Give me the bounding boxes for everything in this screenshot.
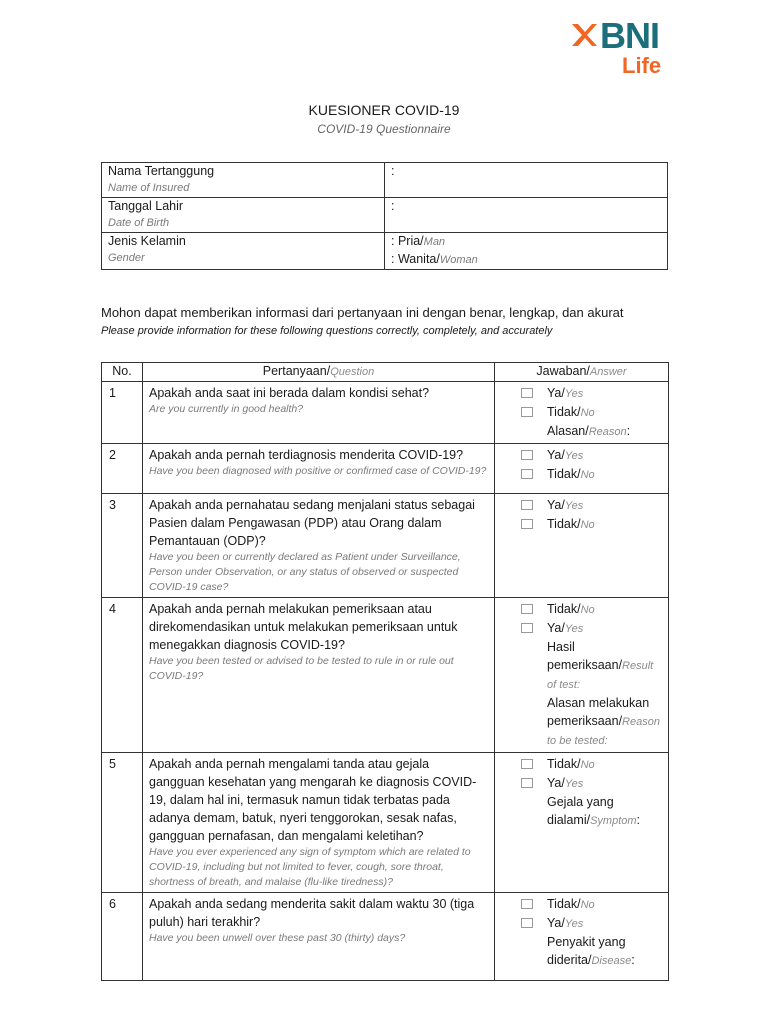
answer-option[interactable]: Tidak/No (519, 465, 662, 484)
logo-brand: BNI (600, 15, 659, 56)
checkbox[interactable] (521, 407, 533, 417)
question-row-2 (102, 444, 669, 494)
gender-label: Jenis Kelamin (108, 234, 186, 248)
question-number: 5 (102, 753, 143, 893)
answer-option[interactable]: Ya/Yes (519, 619, 662, 638)
checkbox[interactable] (521, 469, 533, 479)
question-text-en: Have you been or currently declared as Patient under Surveillance, Person under Observation, or any status of observed or suspected COVID-19 case? (149, 551, 461, 593)
question-number: 1 (102, 382, 143, 444)
gender-option-woman[interactable]: : Wanita/Woman (391, 252, 478, 266)
table-header (102, 363, 669, 382)
gender-label-en: Gender (108, 252, 145, 264)
info-row-dob (102, 198, 668, 233)
checkbox[interactable] (521, 918, 533, 928)
question-text: Apakah anda pernah mengalami tanda atau gejala gangguan kesehatan yang mengarah ke diagnosis COVID-19, dalam hal ini, termasuk namun tidak terbatas pada adanya demam, batuk, nyeri tenggorokan, sesak nafas, gangguan pernafasan, dan mengalami keletihan? (149, 757, 477, 843)
question-row-3 (102, 494, 669, 598)
header-answer: Jawaban/Answer (495, 363, 669, 382)
question-text: Apakah anda saat ini berada dalam kondisi sehat? (149, 386, 430, 400)
question-row-1 (102, 382, 669, 444)
answer-option[interactable]: Ya/Yes (519, 446, 662, 465)
answer-option[interactable]: Tidak/No (519, 600, 662, 619)
answer-option[interactable]: Ya/Yes (519, 914, 662, 933)
question-text-en: Have you been diagnosed with positive or confirmed case of COVID-19? (149, 465, 487, 477)
answer-reason-field[interactable]: Alasan/Reason: (547, 424, 631, 438)
question-row-4 (102, 598, 669, 753)
answer-option[interactable]: Tidak/No (519, 755, 662, 774)
checkbox[interactable] (521, 604, 533, 614)
answer-option[interactable]: Tidak/No (519, 403, 662, 422)
checkbox[interactable] (521, 623, 533, 633)
question-number: 4 (102, 598, 143, 753)
checkbox[interactable] (521, 388, 533, 398)
checkbox[interactable] (521, 778, 533, 788)
question-number: 6 (102, 893, 143, 981)
checkbox[interactable] (521, 500, 533, 510)
answer-option[interactable]: Tidak/No (519, 895, 662, 914)
questionnaire-table (101, 362, 669, 981)
answer-result-field[interactable]: Hasil pemeriksaan/Result of test: (547, 640, 654, 691)
dob-field[interactable]: : (385, 198, 668, 233)
info-row-name (102, 163, 668, 198)
answer-option[interactable]: Ya/Yes (519, 496, 662, 515)
question-text-en: Have you been tested or advised to be tested to rule in or rule out COVID-19? (149, 655, 454, 682)
question-number: 3 (102, 494, 143, 598)
question-text: Apakah anda pernahatau sedang menjalani status sebagai Pasien dalam Pengawasan (PDP) atau Orang dalam Pemantauan (ODP)? (149, 498, 475, 548)
page-title: KUESIONER COVID-19 (308, 102, 460, 118)
intro-text: Mohon dapat memberikan informasi dari pertanyaan ini dengan benar, lengkap, dan akurat (101, 305, 624, 320)
insured-info-table (101, 162, 668, 270)
question-number: 2 (102, 444, 143, 494)
name-label: Nama Tertanggung (108, 164, 215, 178)
question-text: Apakah anda sedang menderita sakit dalam waktu 30 (tiga puluh) hari terakhir? (149, 897, 475, 929)
dob-label: Tanggal Lahir (108, 199, 184, 213)
info-row-gender (102, 233, 668, 270)
question-row-5 (102, 753, 669, 893)
answer-option[interactable]: Ya/Yes (519, 384, 662, 403)
answer-option[interactable]: Tidak/No (519, 515, 662, 534)
question-row-6 (102, 893, 669, 981)
question-text-en: Have you been unwell over these past 30 (thirty) days? (149, 932, 406, 944)
gender-option-man[interactable]: : Pria/Man (391, 234, 446, 248)
checkbox[interactable] (521, 759, 533, 769)
question-text: Apakah anda pernah terdiagnosis menderita COVID-19? (149, 448, 464, 462)
question-text-en: Are you currently in good health? (149, 403, 304, 415)
answer-disease-field[interactable]: Penyakit yang diderita/Disease: (547, 935, 635, 967)
intro-text-en: Please provide information for these following questions correctly, completely, and accurately (101, 325, 553, 337)
question-text: Apakah anda pernah melakukan pemeriksaan atau direkomendasikan untuk melakukan pemeriksaan untuk menegakkan diagnosis COVID-19? (149, 602, 458, 652)
header-question: Pertanyaan/Question (143, 363, 495, 382)
answer-test-reason-field[interactable]: Alasan melakukan pemeriksaan/Reason to be tested: (547, 696, 660, 747)
header-no: No. (102, 363, 143, 382)
page-subtitle: COVID-19 Questionnaire (317, 122, 451, 136)
bni-life-logo (570, 16, 670, 80)
logo-sub: Life (622, 53, 662, 78)
checkbox[interactable] (521, 519, 533, 529)
answer-symptom-field[interactable]: Gejala yang dialami/Symptom: (547, 795, 641, 827)
checkbox[interactable] (521, 450, 533, 460)
answer-option[interactable]: Ya/Yes (519, 774, 662, 793)
name-field[interactable]: : (385, 163, 668, 198)
bni-logo-mark-icon (570, 20, 598, 50)
gender-field[interactable] (385, 233, 668, 270)
checkbox[interactable] (521, 899, 533, 909)
question-text-en: Have you ever experienced any sign of symptom which are related to COVID-19, including but not limited to fever, cough, sore throat, shortness of breath, and malaise (flu-like tiredness)? (149, 846, 471, 888)
name-label-en: Name of Insured (108, 182, 190, 194)
dob-label-en: Date of Birth (108, 217, 170, 229)
